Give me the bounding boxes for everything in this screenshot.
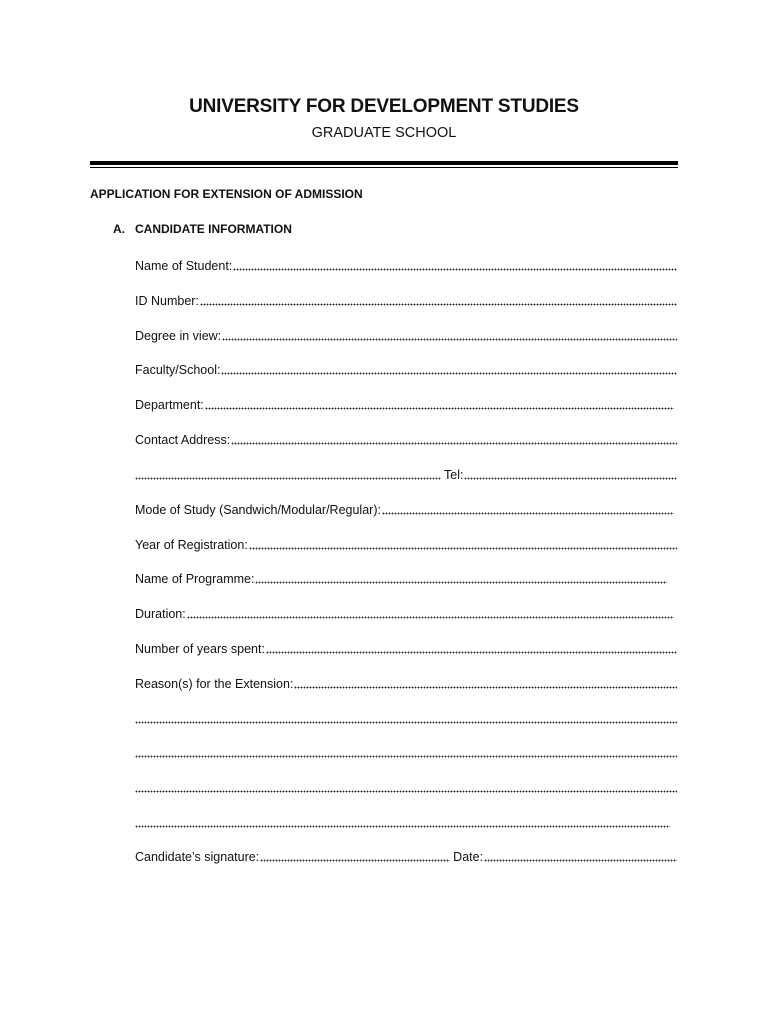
reasons-continuation-blank-3[interactable]: [135, 790, 677, 793]
mode-of-study-label: Mode of Study (Sandwich/Modular/Regular):: [135, 503, 381, 517]
name-of-programme-field[interactable]: [135, 569, 668, 587]
header-divider-thin: [90, 167, 678, 168]
reasons-continuation-line-3[interactable]: [135, 778, 678, 796]
reasons-continuation-blank-4[interactable]: [135, 825, 670, 828]
section-heading: [113, 221, 292, 237]
signature-date-field[interactable]: [135, 847, 678, 865]
section-letter: A.: [113, 222, 125, 236]
name-of-student-label: Name of Student:: [135, 259, 233, 273]
page-title: UNIVERSITY FOR DEVELOPMENT STUDIES: [189, 96, 579, 117]
department-label: Department:: [135, 398, 204, 412]
degree-in-view-label: Degree in view:: [135, 329, 222, 343]
date-blank[interactable]: [484, 859, 677, 862]
duration-blank[interactable]: [187, 616, 674, 619]
id-number-field[interactable]: [135, 291, 678, 309]
tel-blank[interactable]: [464, 477, 677, 480]
address-tel-field[interactable]: [135, 465, 678, 483]
contact-address-field[interactable]: [135, 430, 678, 448]
degree-in-view-field[interactable]: [135, 326, 678, 344]
year-of-registration-blank[interactable]: [249, 547, 677, 550]
number-of-years-spent-blank[interactable]: [266, 651, 677, 654]
reasons-for-extension-blank[interactable]: [294, 686, 677, 689]
reasons-continuation-blank-2[interactable]: [135, 755, 677, 758]
section-title: CANDIDATE INFORMATION: [135, 222, 292, 236]
tel-label: Tel:: [444, 468, 464, 482]
number-of-years-spent-field[interactable]: [135, 639, 678, 657]
name-of-programme-blank[interactable]: [255, 581, 667, 584]
reasons-continuation-line-1[interactable]: [135, 709, 678, 727]
header-divider-thick: [90, 161, 678, 165]
id-number-label: ID Number:: [135, 294, 199, 308]
contact-address-blank[interactable]: [231, 442, 677, 445]
degree-in-view-blank[interactable]: [222, 338, 677, 341]
date-label: Date:: [453, 850, 484, 864]
department-field[interactable]: [135, 395, 675, 413]
number-of-years-spent-label: Number of years spent:: [135, 642, 265, 656]
form-heading: APPLICATION FOR EXTENSION OF ADMISSION: [90, 187, 363, 201]
reasons-for-extension-field[interactable]: [135, 674, 678, 692]
contact-address-continuation-blank[interactable]: [135, 477, 441, 480]
year-of-registration-field[interactable]: [135, 535, 678, 553]
year-of-registration-label: Year of Registration:: [135, 538, 248, 552]
department-blank[interactable]: [205, 407, 674, 410]
candidate-signature-blank[interactable]: [260, 859, 450, 862]
duration-label: Duration:: [135, 607, 186, 621]
name-of-student-field[interactable]: [135, 256, 678, 274]
page-subtitle: GRADUATE SCHOOL: [311, 125, 457, 141]
duration-field[interactable]: [135, 604, 675, 622]
mode-of-study-field[interactable]: [135, 500, 675, 518]
faculty-school-field[interactable]: [135, 360, 678, 378]
faculty-school-label: Faculty/School:: [135, 363, 221, 377]
contact-address-label: Contact Address:: [135, 433, 231, 447]
name-of-student-blank[interactable]: [233, 268, 677, 271]
reasons-continuation-line-2[interactable]: [135, 743, 678, 761]
reasons-continuation-line-4[interactable]: [135, 813, 671, 831]
reasons-continuation-blank-1[interactable]: [135, 721, 677, 724]
reasons-for-extension-label: Reason(s) for the Extension:: [135, 677, 294, 691]
candidate-signature-label: Candidate’s signature:: [135, 850, 260, 864]
mode-of-study-blank[interactable]: [382, 512, 674, 515]
faculty-school-blank[interactable]: [221, 372, 677, 375]
name-of-programme-label: Name of Programme:: [135, 572, 255, 586]
id-number-blank[interactable]: [200, 303, 677, 306]
